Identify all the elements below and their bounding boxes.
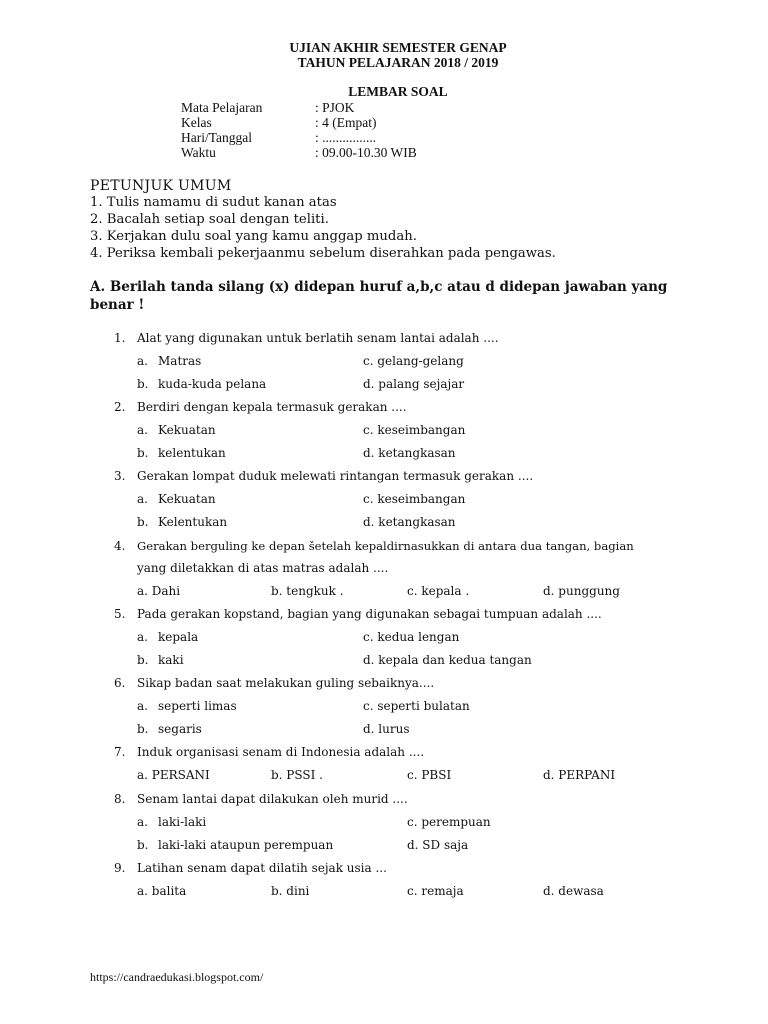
instruction-item: 2. Bacalah setiap soal dengan teliti.	[90, 212, 329, 227]
question-number: 3.	[114, 469, 126, 483]
option-d: d. palang sejajar	[363, 377, 465, 391]
option-b: b. dini	[271, 884, 310, 898]
question-text: Alat yang digunakan untuk berlatih senam lantai adalah ....	[137, 331, 499, 345]
option-b: kelentukan	[158, 446, 226, 460]
option-letter: a.	[137, 699, 148, 713]
option-c: c. seperti bulatan	[363, 699, 470, 713]
option-a: Kekuatan	[158, 423, 216, 437]
option-b: b. tengkuk .	[271, 584, 344, 598]
question-number: 7.	[114, 745, 126, 759]
option-b: laki-laki ataupun perempuan	[158, 838, 334, 852]
option-a: Matras	[158, 354, 202, 368]
section-a-instruction: A. Berilah tanda silang (x) didepan huruf a,b,c atau d didepan jawaban yang	[90, 279, 668, 295]
footer-url[interactable]: https://candraedukasi.blogspot.com/	[90, 970, 264, 984]
option-a: seperti limas	[158, 699, 237, 713]
option-c: c. gelang-gelang	[363, 354, 464, 368]
option-a: Kekuatan	[158, 492, 216, 506]
info-value-subject: : PJOK	[315, 100, 355, 115]
info-label-class: Kelas	[181, 115, 212, 130]
option-letter: a.	[137, 815, 148, 829]
question-text: Sikap badan saat melakukan guling sebaiknya....	[137, 676, 435, 690]
option-d: d. kepala dan kedua tangan	[363, 653, 532, 667]
question-text: Berdiri dengan kepala termasuk gerakan ....	[137, 400, 407, 414]
option-c: c. remaja	[407, 884, 464, 898]
instruction-item: 3. Kerjakan dulu soal yang kamu anggap mudah.	[90, 229, 417, 244]
option-c: c. kepala .	[407, 584, 470, 598]
sheet-title: LEMBAR SOAL	[348, 84, 448, 99]
option-c: c. PBSI	[407, 768, 452, 782]
info-label-subject: Mata Pelajaran	[181, 100, 263, 115]
question-text: Pada gerakan kopstand, bagian yang digunakan sebagai tumpuan adalah ....	[137, 607, 602, 621]
option-c: c. keseimbangan	[363, 423, 466, 437]
question-number: 8.	[114, 792, 126, 806]
option-d: d. ketangkasan	[363, 446, 456, 460]
option-a: a. PERSANI	[137, 768, 210, 782]
option-letter: a.	[137, 492, 148, 506]
section-a-instruction-cont: benar !	[90, 297, 145, 313]
info-value-time: : 09.00-10.30 WIB	[315, 145, 417, 160]
option-b: kaki	[158, 653, 184, 667]
option-b: segaris	[158, 722, 202, 736]
option-letter: a.	[137, 423, 148, 437]
instruction-item: 1. Tulis namamu di sudut kanan atas	[90, 195, 337, 210]
option-c: c. kedua lengan	[363, 630, 460, 644]
exam-title: UJIAN AKHIR SEMESTER GENAP	[289, 40, 507, 55]
option-d: d. dewasa	[543, 884, 604, 898]
option-d: d. ketangkasan	[363, 515, 456, 529]
option-letter: b.	[137, 722, 149, 736]
option-d: d. SD saja	[407, 838, 469, 852]
option-a: kepala	[158, 630, 199, 644]
question-text: Senam lantai dapat dilakukan oleh murid ....	[137, 792, 408, 806]
instruction-item: 4. Periksa kembali pekerjaanmu sebelum diserahkan pada pengawas.	[90, 246, 556, 261]
option-d: d. PERPANI	[543, 768, 616, 782]
question-text: Gerakan lompat duduk melewati rintangan termasuk gerakan ....	[137, 469, 534, 483]
option-letter: b.	[137, 515, 149, 529]
instructions-title: PETUNJUK UMUM	[90, 178, 232, 194]
question-number: 2.	[114, 400, 126, 414]
info-label-time: Waktu	[181, 145, 216, 160]
info-value-date: : ................	[315, 130, 377, 145]
option-letter: a.	[137, 630, 148, 644]
question-text: Induk organisasi senam di Indonesia adalah ....	[137, 745, 425, 759]
question-number: 5.	[114, 607, 126, 621]
question-number: 6.	[114, 676, 126, 690]
option-letter: b.	[137, 377, 149, 391]
question-text-cont: yang diletakkan di atas matras adalah ....	[137, 561, 389, 575]
question-text: Gerakan berguling ke depan šetelah kepaldirnasukkan di antara dua tangan, bagian	[137, 539, 634, 553]
option-b: b. PSSI .	[271, 768, 323, 782]
option-a: a. Dahi	[137, 584, 181, 598]
option-d: d. punggung	[543, 584, 620, 598]
option-a: a. balita	[137, 884, 187, 898]
question-number: 4.	[114, 539, 126, 553]
question-number: 1.	[114, 331, 126, 345]
option-letter: b.	[137, 653, 149, 667]
question-text: Latihan senam dapat dilatih sejak usia ...	[137, 861, 387, 875]
option-b: Kelentukan	[158, 515, 228, 529]
option-c: c. keseimbangan	[363, 492, 466, 506]
option-d: d. lurus	[363, 722, 410, 736]
info-value-class: : 4 (Empat)	[315, 115, 377, 130]
option-letter: a.	[137, 354, 148, 368]
option-c: c. perempuan	[407, 815, 491, 829]
info-label-date: Hari/Tanggal	[181, 130, 253, 145]
option-a: laki-laki	[158, 815, 207, 829]
academic-year: TAHUN PELAJARAN 2018 / 2019	[297, 55, 499, 70]
option-letter: b.	[137, 838, 149, 852]
question-number: 9.	[114, 861, 126, 875]
option-b: kuda-kuda pelana	[158, 377, 267, 391]
option-letter: b.	[137, 446, 149, 460]
